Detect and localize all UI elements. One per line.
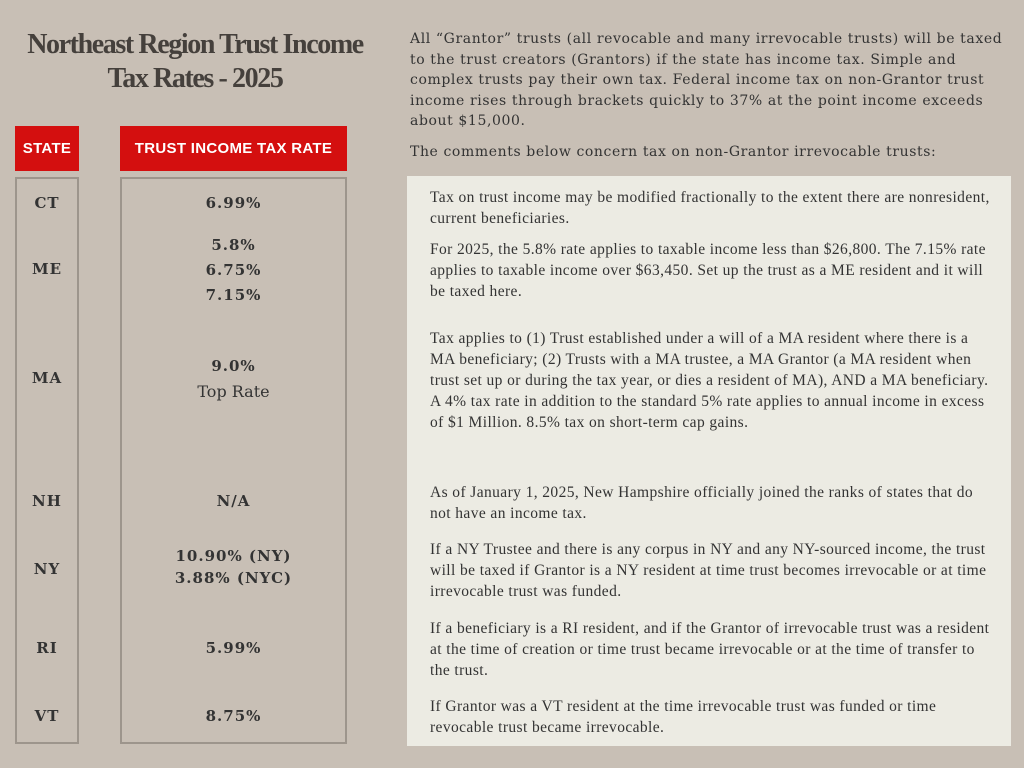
title-line-2: Tax Rates - 2025 xyxy=(107,63,283,94)
state-ct: CT xyxy=(34,194,60,212)
note-ma: Tax applies to (1) Trust established under a will of a MA resident where there is a MA beneficiary; (2) Trusts with a MA trustee, a MA Grantor (a MA resident when trust set up or during the tax year, or dies a resident of MA), AND a MA beneficiary. A 4% tax rate in addition to the standard 5% rate applies to annual income in excess of $1 Million. 8.5% tax on short-term cap gains. xyxy=(430,330,989,431)
rate-nh xyxy=(120,489,347,514)
state-me: ME xyxy=(31,260,63,278)
rate-value: 8.75% xyxy=(205,707,262,725)
note-ct: Tax on trust income may be modified fractionally to the extent there are nonresident, current beneficiaries. xyxy=(430,189,990,227)
note-ri: If a beneficiary is a RI resident, and if the Grantor of irrevocable trust was a resident at the time of creation or time trust became irrevocable or at the time of transfer to the trust. xyxy=(430,620,990,679)
title-line-1: Northeast Region Trust Income xyxy=(27,29,363,60)
rate-value: 5.8% xyxy=(211,236,256,254)
note-me: For 2025, the 5.8% rate applies to taxable income less than $26,800. The 7.15% rate applies to taxable income over $63,450. Set up the trust as a ME resident and it will be taxed here. xyxy=(430,241,986,300)
page-title xyxy=(0,28,390,96)
intro-paragraph-2: The comments below concern tax on non-Grantor irrevocable trusts: xyxy=(410,143,937,160)
rate-value: N/A xyxy=(216,492,251,510)
rate-subtext: Top Rate xyxy=(197,382,270,401)
state-nh: NH xyxy=(32,492,62,510)
state-ri: RI xyxy=(36,639,58,657)
rate-ny xyxy=(120,545,347,589)
rate-value: 5.99% xyxy=(205,639,262,657)
state-column-header: STATE xyxy=(15,126,79,171)
rate-value: 6.75% xyxy=(205,261,262,279)
state-vt: VT xyxy=(34,707,60,725)
note-nh: As of January 1, 2025, New Hampshire officially joined the ranks of states that do not have an income tax. xyxy=(430,484,974,522)
rate-value: 7.15% xyxy=(205,286,262,304)
intro-paragraph-1: All “Grantor” trusts (all revocable and many irrevocable trusts) will be taxed to the trust creators (Grantors) if the state has income tax. Simple and complex trusts pay their own tax. Federal income tax on non-Grantor trust income rises through brackets quickly to 37% at the point income exceeds about $15,000. xyxy=(410,31,1003,129)
rate-value: 10.90% (NY) xyxy=(175,547,292,565)
rate-ma xyxy=(120,354,347,404)
rate-ct xyxy=(120,191,347,216)
state-ny: NY xyxy=(33,560,61,578)
rate-value: 3.88% (NYC) xyxy=(174,569,293,587)
rate-value: 9.0% xyxy=(211,357,256,375)
rate-vt xyxy=(120,704,347,729)
note-ny: If a NY Trustee and there is any corpus in NY and any NY-sourced income, the trust will be taxed if Grantor is a NY resident at time trust becomes irrevocable or at time irrevocable trust was funded. xyxy=(430,541,987,600)
note-vt: If Grantor was a VT resident at the time irrevocable trust was funded or time revocable trust became irrevocable. xyxy=(430,698,937,736)
rate-value: 6.99% xyxy=(205,194,262,212)
rate-ri xyxy=(120,636,347,661)
rate-me xyxy=(120,233,347,308)
state-ma: MA xyxy=(31,369,63,387)
rate-column-header: TRUST INCOME TAX RATE xyxy=(120,126,347,171)
intro-text xyxy=(410,29,1010,162)
